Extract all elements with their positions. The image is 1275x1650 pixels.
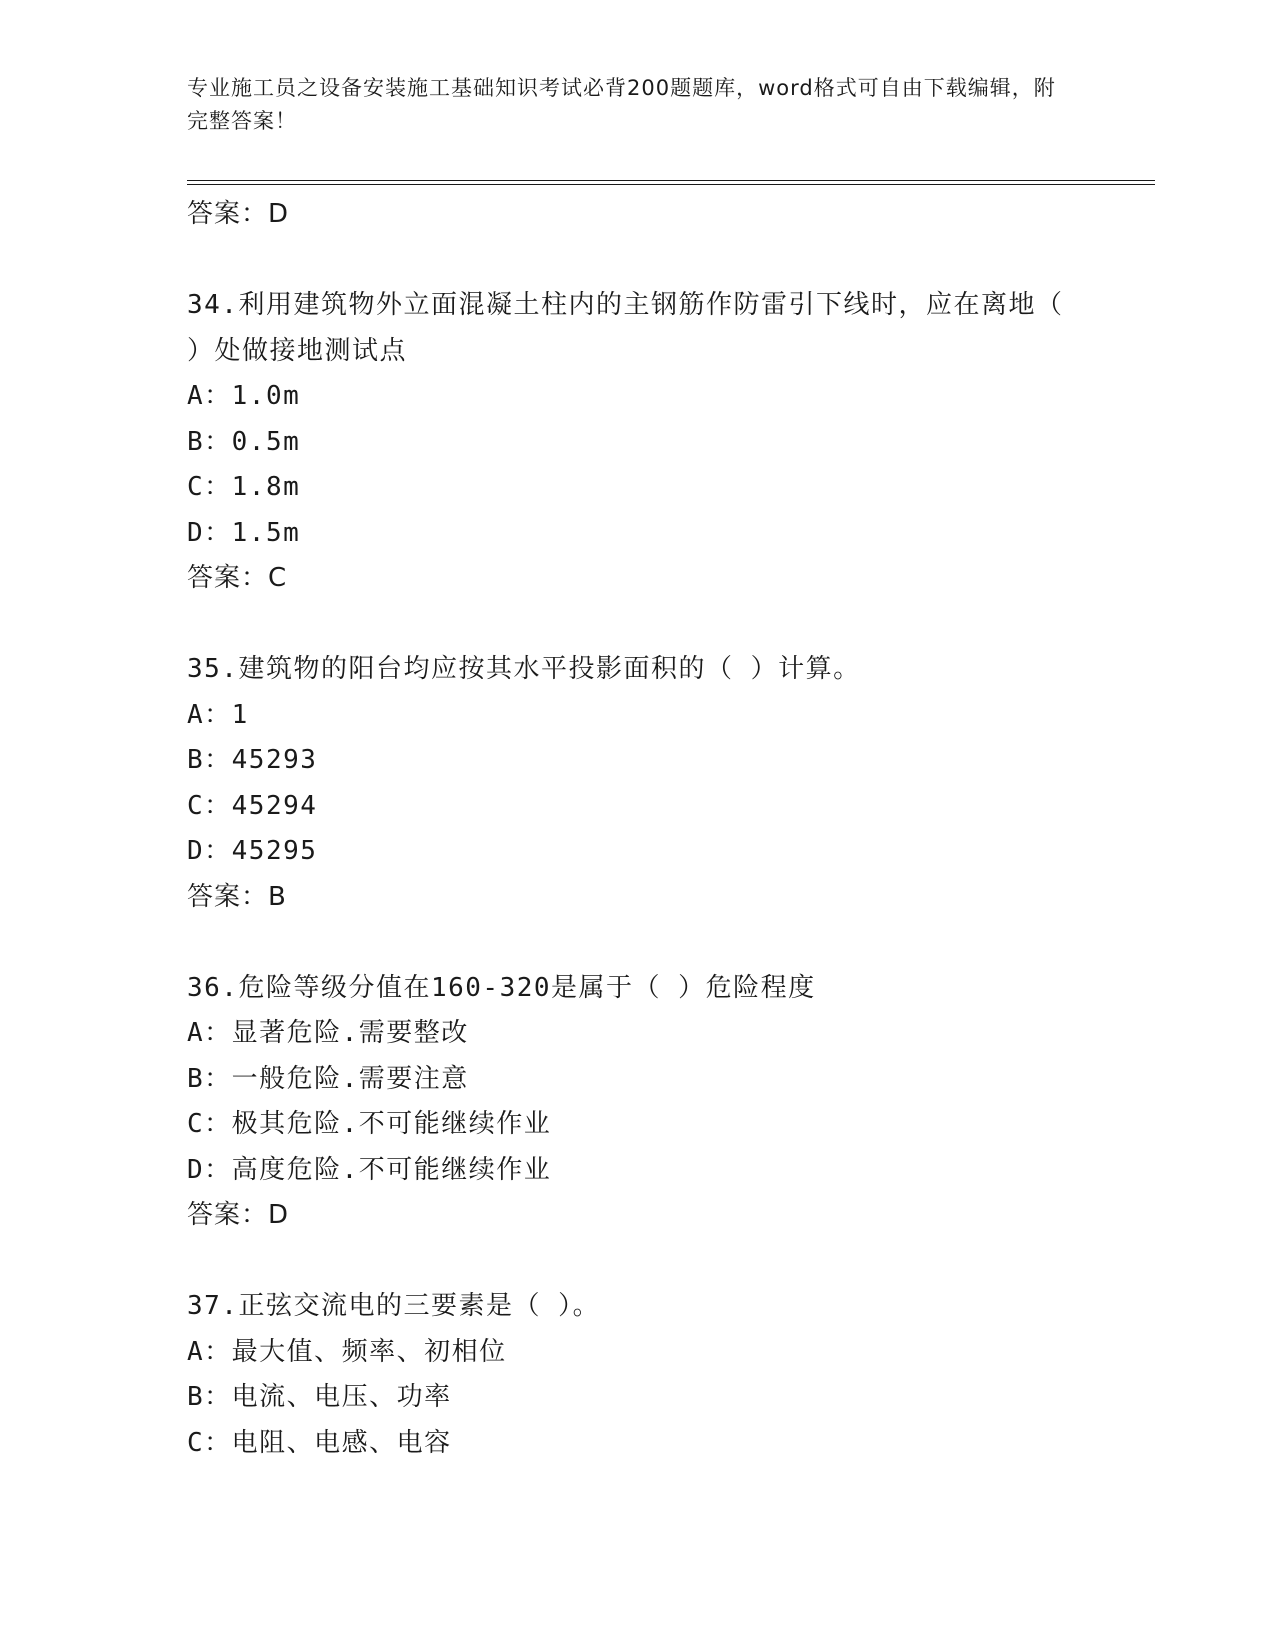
header-title: 专业施工员之设备安装施工基础知识考试必背200题题库，word格式可自由下载编辑，附完整答案！: [187, 76, 1056, 133]
option-d: D：1.5m: [187, 517, 301, 548]
option-d: D：高度危险.不可能继续作业: [187, 1154, 552, 1185]
question-text: 37.正弦交流电的三要素是（ ）。: [187, 1291, 601, 1321]
question-text: 36.危险等级分值在160-320是属于（ ）危险程度: [187, 972, 816, 1003]
option-b: B：电流、电压、功率: [187, 1382, 452, 1412]
question-block: [187, 1284, 1155, 1466]
option-d: D：45295: [187, 836, 318, 866]
header-rule-thin: [187, 180, 1155, 181]
answer-line: 答案：B: [187, 881, 287, 912]
option-c: C：45294: [187, 790, 318, 821]
answer-line: 答案：C: [187, 563, 288, 593]
answer-line: 答案：D: [187, 1200, 290, 1230]
question-block: [187, 647, 1155, 920]
option-a: A：1.0m: [187, 381, 301, 411]
option-c: C：极其危险.不可能继续作业: [187, 1109, 552, 1139]
document-header: [187, 72, 1067, 138]
question-block: [187, 283, 1155, 602]
option-b: B：一般危险.需要注意: [187, 1063, 469, 1094]
option-b: B：45293: [187, 745, 318, 775]
header-rule-thick: [187, 184, 1155, 185]
option-a: A：1: [187, 699, 249, 730]
option-a: A：显著危险.需要整改: [187, 1018, 469, 1048]
question-text: 34.利用建筑物外立面混凝土柱内的主钢筋作防雷引下线时，应在离地（ ）处做接地测试点: [187, 290, 1064, 366]
option-a: A：最大值、频率、初相位: [187, 1336, 507, 1367]
option-b: B：0.5m: [187, 426, 301, 457]
question-text: 35.建筑物的阳台均应按其水平投影面积的（ ）计算。: [187, 654, 861, 684]
question-list: [187, 192, 1155, 1466]
answer-line: 答案：D: [187, 199, 290, 229]
question-block: [187, 966, 1155, 1239]
option-c: C：电阻、电感、电容: [187, 1427, 452, 1458]
option-c: C：1.8m: [187, 472, 301, 502]
